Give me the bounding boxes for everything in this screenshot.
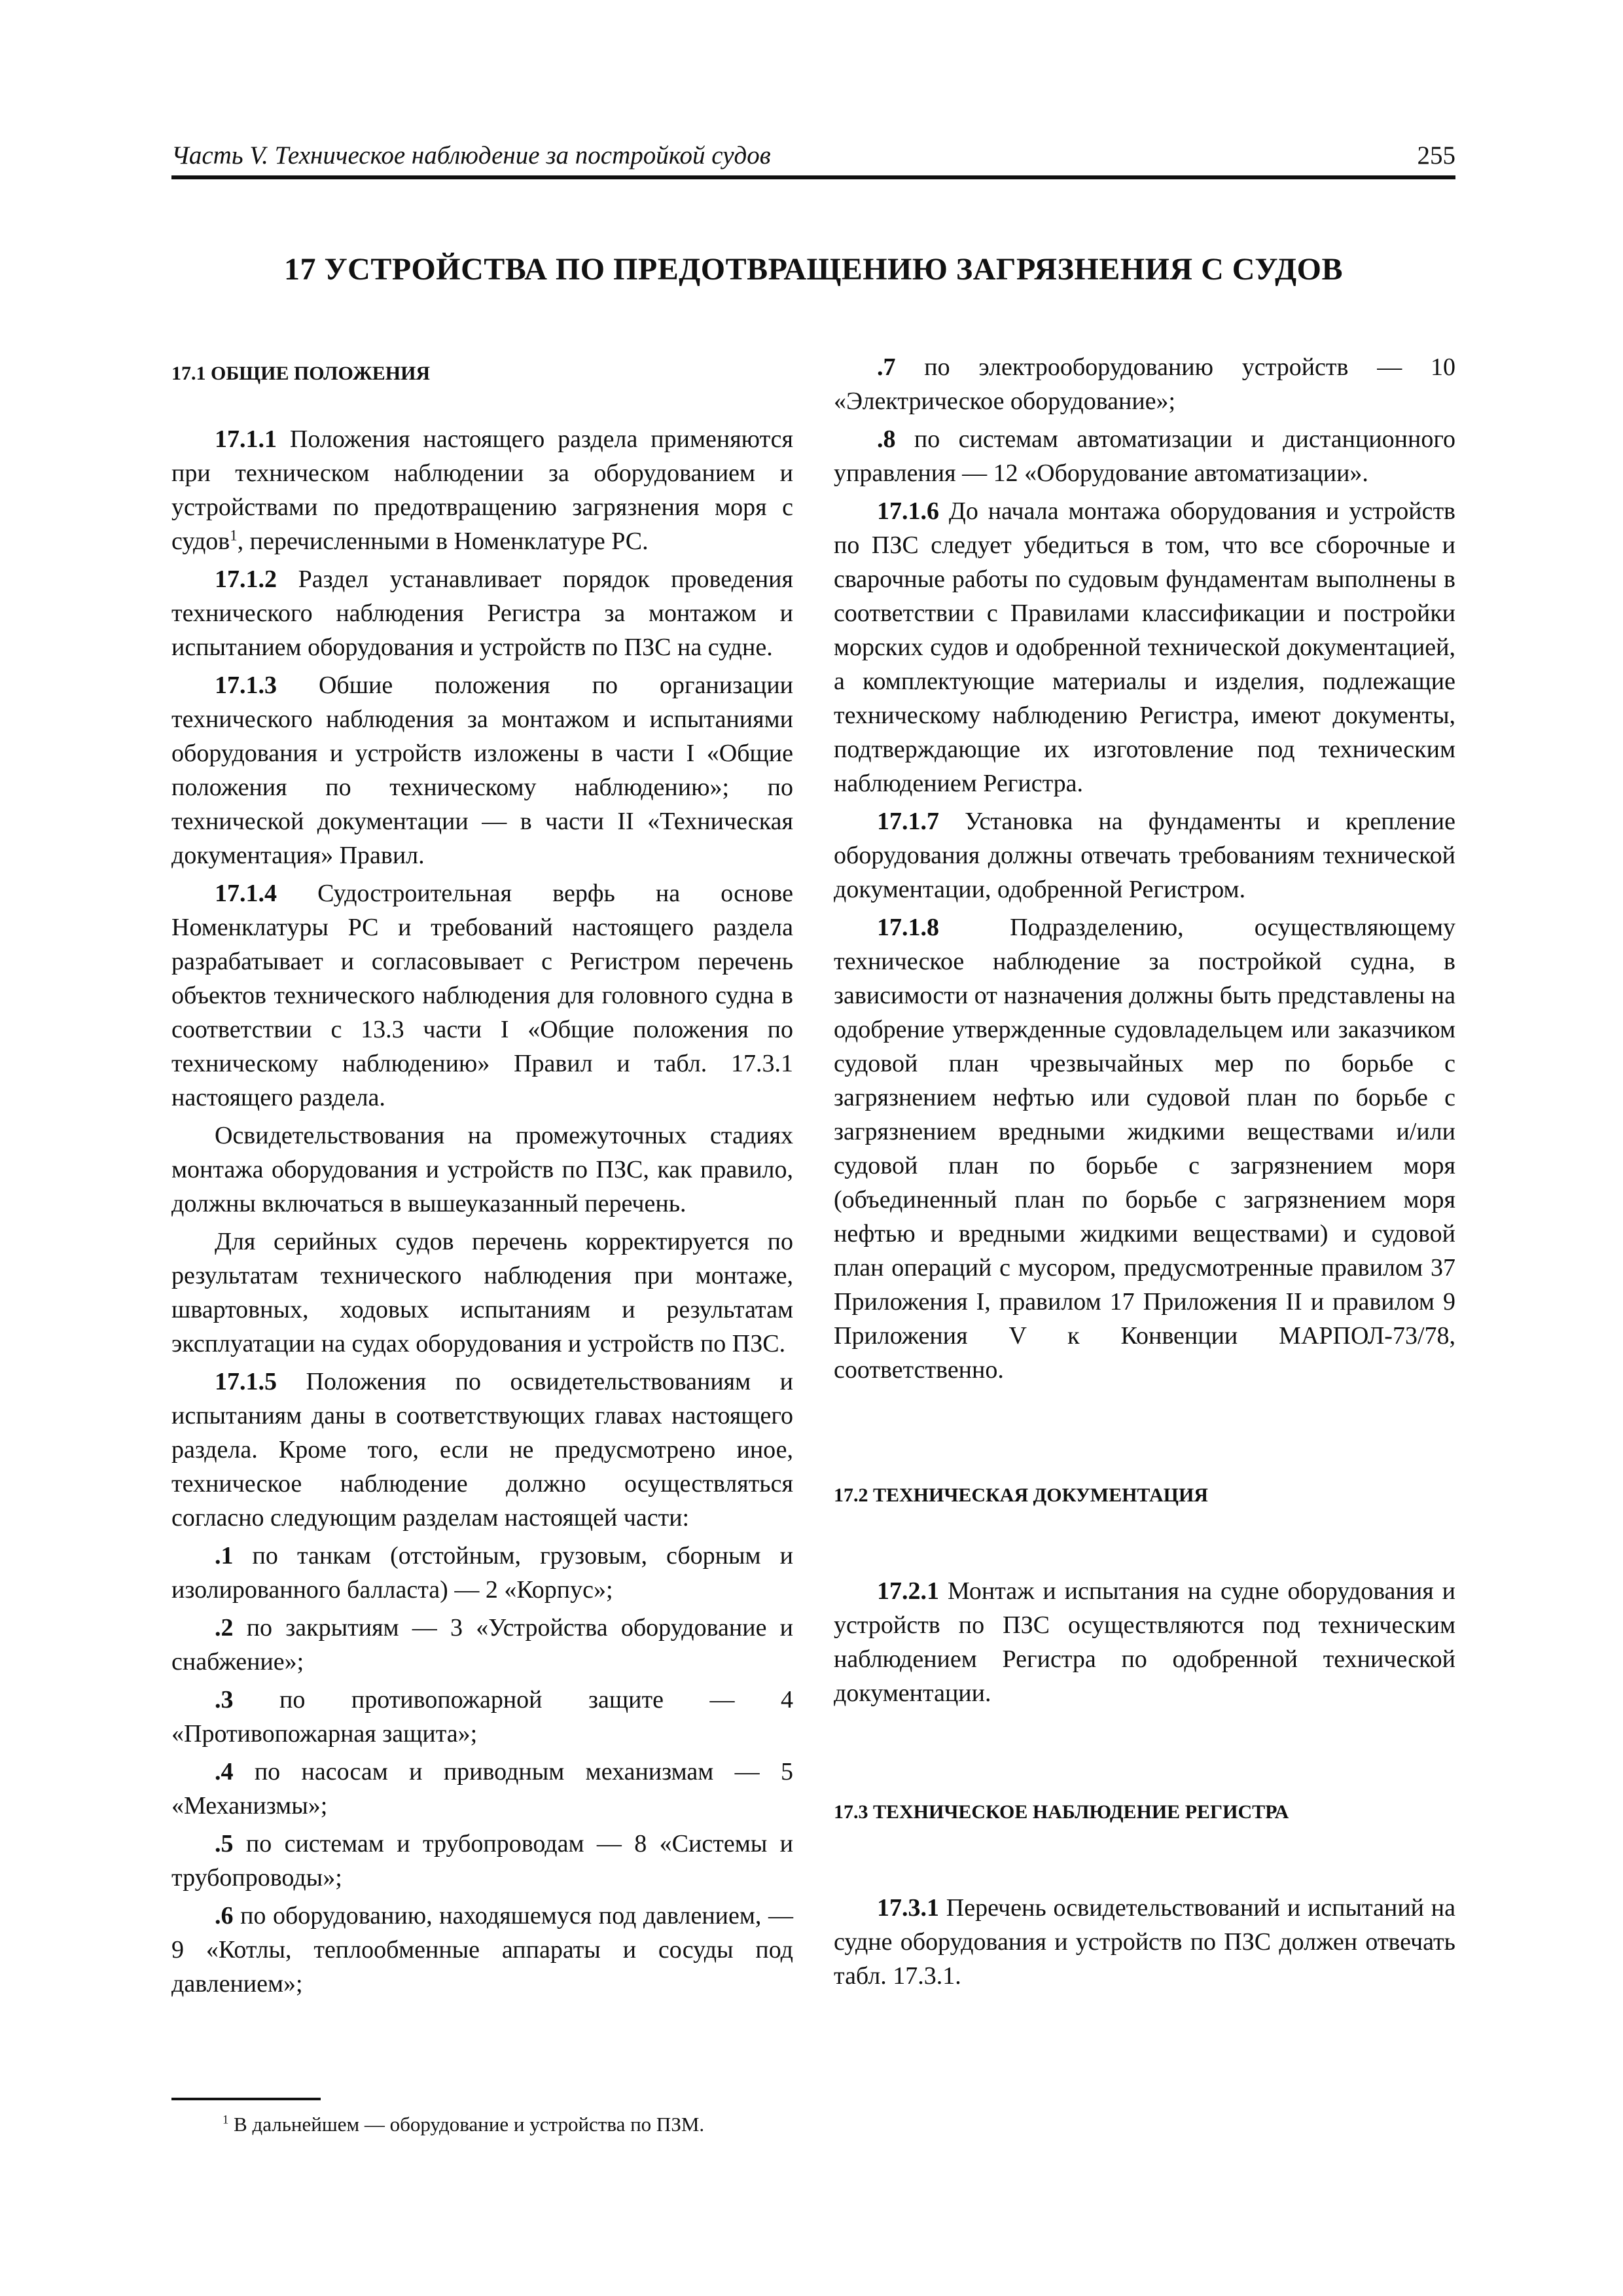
list-item-number: .4	[215, 1758, 234, 1785]
list-item-text: по танкам (отстойным, грузовым, сборным и изолированного балласта) — 2 «Корпус»;	[171, 1542, 793, 1604]
list-item-number: .3	[215, 1686, 234, 1713]
paragraph-number: 17.1.2	[215, 565, 277, 593]
paragraph-text: Перечень освидетельствований и испытаний на судне оборудования и устройств по ПЗС должен отвечать табл. 17.3.1.	[834, 1894, 1455, 1990]
footnote-ref[interactable]: 1	[230, 527, 238, 544]
list-item-6	[171, 1899, 793, 2001]
left-column	[171, 350, 793, 2005]
list-item-number: .7	[877, 353, 896, 381]
paragraph-text: Положения по освидетельствованиям и испытаниям даны в соответствующих главах настоящего раздела. Кроме того, если не предусмотрено иное, техническое наблюдение должно осуществляться согласно следующим разделам настоящей части:	[171, 1368, 793, 1532]
list-item-number: .1	[215, 1542, 234, 1570]
paragraph-number: 17.1.1	[215, 425, 277, 453]
paragraph-text: Положения настоящего раздела применяются при техническом наблюдении за оборудованием и устройствами по предотвращению загрязнения моря с судов	[171, 425, 793, 555]
paragraph-text: Судостроительная верфь на основе Номенклатуры РС и требований настоящего раздела разрабатывает и согласовывает с Регистром перечень объектов технического наблюдения для головного судна в соответствии с 13.3 части I «Общие положения по техническому наблюдению» Правил и табл. 17.3.1 настоящего раздела.	[171, 880, 793, 1111]
paragraph-number: 17.3.1	[877, 1894, 939, 1922]
list-item-number: .6	[215, 1902, 234, 1929]
list-item-text: по системам и трубопроводам — 8 «Системы и трубопроводы»;	[171, 1830, 793, 1892]
list-item-number: .8	[877, 425, 896, 453]
list-item-number: .2	[215, 1614, 234, 1641]
paragraph-17-1-8	[834, 910, 1455, 1387]
paragraph-text: До начала монтажа оборудования и устройств по ПЗС следует убедиться в том, что все сборочные и сварочные работы по судовым фундаментам выполнены в соответствии с Правилами классификации и постройки морских судов и одобренной технической документацией, а комплектующие материалы и изделия, подлежащие техническому наблюдению Регистра, имеют документы, подтверждающие их изготовление под техническим наблюдением Регистра.	[834, 497, 1455, 797]
spacer	[834, 1391, 1455, 1469]
paragraph-17-1-3	[171, 668, 793, 872]
spacer	[834, 1858, 1455, 1891]
paragraph-text: Установка на фундаменты и крепление оборудования должны отвечать требованиям технической документации, одобренной Регистром.	[834, 808, 1455, 903]
paragraph-17-2-1	[834, 1574, 1455, 1710]
list-item-3	[171, 1683, 793, 1751]
page-number: 255	[1417, 141, 1455, 170]
list-item-2	[171, 1611, 793, 1679]
list-item-number: .5	[215, 1830, 234, 1857]
section-heading-17-3: 17.3 ТЕХНИЧЕСКОЕ НАБЛЮДЕНИЕ РЕГИСТРА	[834, 1801, 1289, 1823]
chapter-title: 17 УСТРОЙСТВА ПО ПРЕДОТВРАЩЕНИЮ ЗАГРЯЗНЕНИЯ С СУДОВ	[283, 252, 1344, 287]
paragraph-text: Подразделению, осуществляющему техническое наблюдение за постройкой судна, в зависимости от назначения должны быть представлены на одобрение утвержденные судовладельцем или заказчиком судовой план чрезвычайных мер по борьбе с загрязнением нефтью или судовой план по борьбе с загрязнением вредными жидкими веществами и/или судовой план по борьбе с загрязнением моря (объединенный план по борьбе с загрязнением моря нефтью и вредными жидкими веществами) и судовой план операций с мусором, предусмотренные правилом 37 Приложения I, правилом 17 Приложения II и правилом 9 Приложения V к Конвенции МАРПОЛ-73/78, соответственно.	[834, 914, 1455, 1384]
paragraph-intermediate-surveys: Освидетельствования на промежуточных стадиях монтажа оборудования и устройств по ПЗС, как правило, должны включаться в вышеуказанный перечень.	[171, 1122, 793, 1217]
paragraph-17-1-1	[171, 422, 793, 558]
paragraph-17-1-7	[834, 804, 1455, 906]
spacer	[834, 1541, 1455, 1574]
footnote	[223, 2113, 704, 2136]
list-item-8	[834, 422, 1455, 490]
paragraph-number: 17.2.1	[877, 1577, 939, 1605]
paragraph-text: Монтаж и испытания на судне оборудования и устройств по ПЗС осуществляются под техническим наблюдением Регистра по одобренной технической документации.	[834, 1577, 1455, 1707]
paragraph-number: 17.1.8	[877, 914, 939, 941]
list-item-text: по оборудованию, находяшемуся под давлением, — 9 «Котлы, теплообменные аппараты и сосуды под давлением»;	[171, 1902, 793, 1998]
paragraph-17-1-6	[834, 494, 1455, 800]
list-item-7	[834, 350, 1455, 418]
paragraph-17-1-5	[171, 1365, 793, 1535]
paragraph-number: 17.1.3	[215, 672, 277, 699]
list-item-text: по закрытиям — 3 «Устройства оборудование и снабжение»;	[171, 1614, 793, 1676]
paragraph-text: Раздел устанавливает порядок проведения технического наблюдения Регистра за монтажом и испытанием оборудования и устройств по ПЗС на судне.	[171, 565, 793, 661]
paragraph-number: 17.1.4	[215, 880, 277, 907]
list-item-text: по электрооборудованию устройств — 10 «Электрическое оборудование»;	[834, 353, 1455, 415]
list-item-5	[171, 1827, 793, 1895]
spacer	[834, 1714, 1455, 1786]
running-title: Часть V. Техническое наблюдение за постройкой судов	[171, 141, 771, 170]
paragraph-number: 17.1.7	[877, 808, 939, 835]
section-heading-17-2: 17.2 ТЕХНИЧЕСКАЯ ДОКУМЕНТАЦИЯ	[834, 1484, 1208, 1506]
paragraph-text: Обшие положения по организации технического наблюдения за монтажом и испытаниями оборудования и устройств изложены в части I «Общие положения по техническому наблюдению»; по технической документации — в части II «Техническая документация» Правил.	[171, 672, 793, 869]
paragraph-text: , перечисленными в Номенклатуре РС.	[237, 528, 649, 555]
paragraph-17-1-4	[171, 876, 793, 1115]
list-item-text: по системам автоматизации и дистанционного управления — 12 «Оборудование автоматизации».	[834, 425, 1455, 487]
paragraph-17-1-2	[171, 562, 793, 664]
list-item-text: по противопожарной защите — 4 «Противопожарная защита»;	[171, 1686, 793, 1748]
right-column	[834, 350, 1455, 1997]
footnote-text: В дальнейшем — оборудование и устройства по ПЗМ.	[228, 2113, 705, 2136]
list-item-1	[171, 1539, 793, 1607]
paragraph-number: 17.1.5	[215, 1368, 277, 1395]
paragraph-number: 17.1.6	[877, 497, 939, 525]
section-heading-17-1: 17.1 ОБЩИЕ ПОЛОЖЕНИЯ	[171, 363, 431, 384]
footnote-mark: 1	[223, 2113, 229, 2127]
paragraph-17-3-1	[834, 1891, 1455, 1993]
list-item-4	[171, 1755, 793, 1823]
list-item-text: по насосам и приводным механизмам — 5 «Механизмы»;	[171, 1758, 793, 1820]
running-header	[171, 141, 1455, 179]
paragraph-serial-ships: Для серийных судов перечень корректируется по результатам технического наблюдения при монтаже, швартовных, ходовых испытаниям и результатам эксплуатации на судах оборудования и устройств по ПЗС.	[171, 1228, 793, 1357]
footnote-separator	[171, 2098, 321, 2100]
